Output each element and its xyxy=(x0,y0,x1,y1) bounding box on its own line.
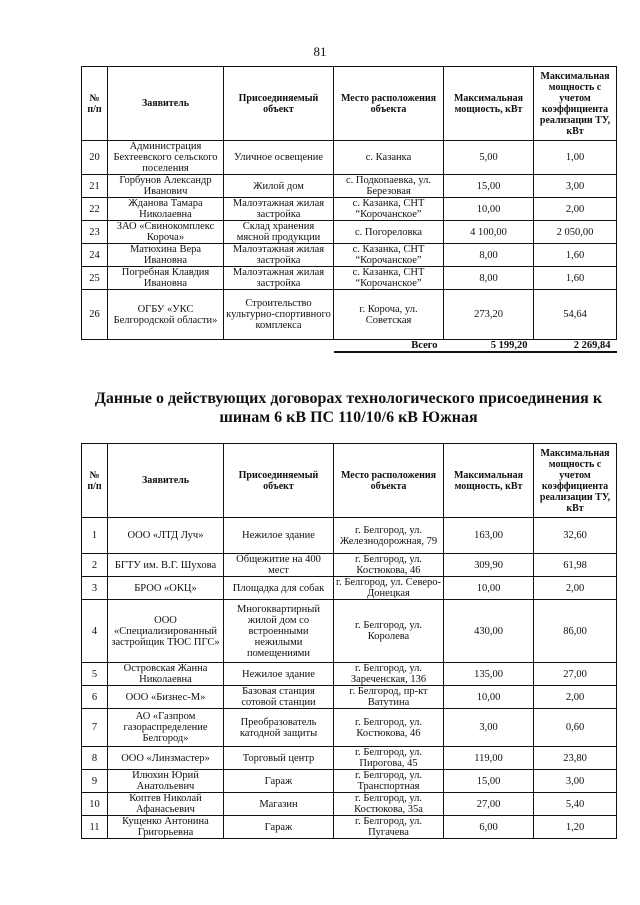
cell-row-number: 22 xyxy=(82,198,108,221)
table-row xyxy=(82,577,617,600)
header-max-power-tu: Максимальная мощность с учетом коэффициента реализации ТУ, кВт xyxy=(534,444,617,518)
cell-location: г. Белгород, ул. Пугачева xyxy=(334,816,444,839)
cell-applicant: Илюхин Юрий Анатольевич xyxy=(108,770,224,793)
table-row xyxy=(82,816,617,839)
cell-location: с. Казанка, СНТ “Корочанское” xyxy=(334,244,444,267)
cell-max-power-tu: 23,80 xyxy=(534,747,617,770)
cell-connected-object: Малоэтажная жилая застройка xyxy=(224,198,334,221)
cell-max-power: 10,00 xyxy=(444,577,534,600)
table-row xyxy=(82,554,617,577)
cell-location: г. Белгород, ул. Костюкова, 46 xyxy=(334,554,444,577)
cell-applicant: Погребная Клавдия Ивановна xyxy=(108,267,224,290)
cell-location: с. Казанка xyxy=(334,141,444,175)
cell-row-number: 2 xyxy=(82,554,108,577)
cell-max-power: 163,00 xyxy=(444,518,534,554)
cell-location: с. Казанка, СНТ “Корочанское” xyxy=(334,198,444,221)
cell-max-power-tu: 1,00 xyxy=(534,141,617,175)
cell-max-power: 27,00 xyxy=(444,793,534,816)
table-row xyxy=(82,709,617,747)
table-row xyxy=(82,290,617,340)
cell-max-power-tu: 86,00 xyxy=(534,600,617,663)
cell-location: г. Белгород, ул. Северо-Донецкая xyxy=(334,577,444,600)
header-number: № п/п xyxy=(82,67,108,141)
cell-location: г. Белгород, пр-кт Ватутина xyxy=(334,686,444,709)
header-applicant: Заявитель xyxy=(108,444,224,518)
cell-connected-object: Гараж xyxy=(224,770,334,793)
page-number: 81 xyxy=(313,44,327,59)
cell-row-number: 6 xyxy=(82,686,108,709)
cell-row-number: 23 xyxy=(82,221,108,244)
cell-row-number: 10 xyxy=(82,793,108,816)
header-max-power: Максимальная мощность, кВт xyxy=(444,67,534,141)
connection-table-1 xyxy=(81,66,617,353)
cell-row-number: 25 xyxy=(82,267,108,290)
cell-row-number: 8 xyxy=(82,747,108,770)
cell-connected-object: Гараж xyxy=(224,816,334,839)
header-number: № п/п xyxy=(82,444,108,518)
cell-connected-object: Малоэтажная жилая застройка xyxy=(224,267,334,290)
cell-max-power-tu: 2 050,00 xyxy=(534,221,617,244)
cell-max-power-tu: 5,40 xyxy=(534,793,617,816)
total-power: 5 199,20 xyxy=(444,340,534,353)
cell-max-power-tu: 0,60 xyxy=(534,709,617,747)
connection-table-2 xyxy=(81,443,617,839)
header-max-power-tu: Максимальная мощность с учетом коэффициента реализации ТУ, кВт xyxy=(534,67,617,141)
cell-max-power-tu: 27,00 xyxy=(534,663,617,686)
cell-applicant: ОГБУ «УКС Белгородской области» xyxy=(108,290,224,340)
table-row xyxy=(82,244,617,267)
header-object: Присоединяемый объект xyxy=(224,67,334,141)
header-object: Присоединяемый объект xyxy=(224,444,334,518)
cell-location: г. Белгород, ул. Зареченская, 136 xyxy=(334,663,444,686)
cell-connected-object: Базовая станция сотовой станции xyxy=(224,686,334,709)
cell-applicant: ООО «ЛТД Луч» xyxy=(108,518,224,554)
cell-max-power: 10,00 xyxy=(444,686,534,709)
cell-connected-object: Многоквартирный жилой дом со встроенными нежилыми помещениями xyxy=(224,600,334,663)
cell-connected-object: Общежитие на 400 мест xyxy=(224,554,334,577)
header-location: Место расположения объекта xyxy=(334,67,444,141)
cell-location: г. Белгород, ул. Железнодорожная, 79 xyxy=(334,518,444,554)
cell-applicant: АО «Газпром газораспределение Белгород» xyxy=(108,709,224,747)
cell-max-power-tu: 1,60 xyxy=(534,267,617,290)
cell-applicant: Островская Жанна Николаевна xyxy=(108,663,224,686)
cell-max-power: 119,00 xyxy=(444,747,534,770)
cell-applicant: ООО «Бизнес-М» xyxy=(108,686,224,709)
table-row xyxy=(82,770,617,793)
cell-applicant: ООО «Специализированный застройщик ТЮС ПГС» xyxy=(108,600,224,663)
cell-max-power: 10,00 xyxy=(444,198,534,221)
cell-location: г. Белгород, ул. Костюкова, 35а xyxy=(334,793,444,816)
cell-connected-object: Преобразователь катодной защиты xyxy=(224,709,334,747)
cell-max-power: 309,90 xyxy=(444,554,534,577)
cell-row-number: 5 xyxy=(82,663,108,686)
cell-max-power: 135,00 xyxy=(444,663,534,686)
cell-max-power-tu: 2,00 xyxy=(534,686,617,709)
cell-location: с. Погореловка xyxy=(334,221,444,244)
cell-max-power: 8,00 xyxy=(444,244,534,267)
cell-row-number: 20 xyxy=(82,141,108,175)
cell-max-power-tu: 2,00 xyxy=(534,577,617,600)
cell-max-power-tu: 54,64 xyxy=(534,290,617,340)
cell-connected-object: Торговый центр xyxy=(224,747,334,770)
cell-row-number: 9 xyxy=(82,770,108,793)
cell-location: г. Белгород, ул. Королева xyxy=(334,600,444,663)
cell-applicant: Коптев Николай Афанасьевич xyxy=(108,793,224,816)
cell-max-power-tu: 1,20 xyxy=(534,816,617,839)
cell-max-power: 6,00 xyxy=(444,816,534,839)
cell-max-power-tu: 2,00 xyxy=(534,198,617,221)
cell-connected-object: Склад хранения мясной продукции xyxy=(224,221,334,244)
cell-row-number: 3 xyxy=(82,577,108,600)
cell-applicant: Горбунов Александр Иванович xyxy=(108,175,224,198)
cell-applicant: Жданова Тамара Николаевна xyxy=(108,198,224,221)
cell-connected-object: Магазин xyxy=(224,793,334,816)
header-location: Место расположения объекта xyxy=(334,444,444,518)
cell-max-power: 5,00 xyxy=(444,141,534,175)
table-row xyxy=(82,518,617,554)
table-row xyxy=(82,793,617,816)
cell-applicant: Администрация Бехтеевского сельского поселения xyxy=(108,141,224,175)
cell-max-power: 15,00 xyxy=(444,770,534,793)
table-row xyxy=(82,663,617,686)
cell-connected-object: Строительство культурно-спортивного комплекса xyxy=(224,290,334,340)
cell-applicant: БРОО «ОКЦ» xyxy=(108,577,224,600)
table-row xyxy=(82,600,617,663)
cell-row-number: 4 xyxy=(82,600,108,663)
cell-applicant: Матюхина Вера Ивановна xyxy=(108,244,224,267)
table-row xyxy=(82,175,617,198)
table-row xyxy=(82,747,617,770)
table-row xyxy=(82,686,617,709)
cell-max-power-tu: 1,60 xyxy=(534,244,617,267)
cell-max-power: 4 100,00 xyxy=(444,221,534,244)
cell-max-power-tu: 32,60 xyxy=(534,518,617,554)
cell-location: г. Белгород, ул. Пирогова, 45 xyxy=(334,747,444,770)
cell-max-power: 8,00 xyxy=(444,267,534,290)
cell-max-power: 3,00 xyxy=(444,709,534,747)
cell-max-power-tu: 3,00 xyxy=(534,770,617,793)
table-row xyxy=(82,198,617,221)
cell-row-number: 24 xyxy=(82,244,108,267)
cell-max-power: 273,20 xyxy=(444,290,534,340)
cell-applicant: ЗАО «Свинокомплекс Короча» xyxy=(108,221,224,244)
cell-location: г. Короча, ул. Советская xyxy=(334,290,444,340)
cell-location: с. Казанка, СНТ “Корочанское” xyxy=(334,267,444,290)
cell-location: с. Подкопаевка, ул. Березовая xyxy=(334,175,444,198)
total-power-tu: 2 269,84 xyxy=(534,340,617,353)
cell-applicant: ООО «Линзмастер» xyxy=(108,747,224,770)
cell-connected-object: Площадка для собак xyxy=(224,577,334,600)
cell-applicant: Кущенко Антонина Григорьевна xyxy=(108,816,224,839)
total-label: Всего xyxy=(334,340,444,353)
cell-location: г. Белгород, ул. Костюкова, 46 xyxy=(334,709,444,747)
cell-max-power: 430,00 xyxy=(444,600,534,663)
cell-connected-object: Нежилое здание xyxy=(224,663,334,686)
table-row xyxy=(82,221,617,244)
cell-max-power-tu: 61,98 xyxy=(534,554,617,577)
cell-row-number: 26 xyxy=(82,290,108,340)
cell-row-number: 1 xyxy=(82,518,108,554)
header-applicant: Заявитель xyxy=(108,67,224,141)
cell-max-power-tu: 3,00 xyxy=(534,175,617,198)
cell-connected-object: Нежилое здание xyxy=(224,518,334,554)
cell-max-power: 15,00 xyxy=(444,175,534,198)
cell-row-number: 11 xyxy=(82,816,108,839)
cell-location: г. Белгород, ул. Транспортная xyxy=(334,770,444,793)
cell-applicant: БГТУ им. В.Г. Шухова xyxy=(108,554,224,577)
cell-row-number: 21 xyxy=(82,175,108,198)
cell-connected-object: Жилой дом xyxy=(224,175,334,198)
table-row xyxy=(82,141,617,175)
cell-row-number: 7 xyxy=(82,709,108,747)
table-row xyxy=(82,267,617,290)
cell-connected-object: Уличное освещение xyxy=(224,141,334,175)
section-title: Данные о действующих договорах технологического присоединения к шинам 6 кВ ПС 110/10/6 кВ Южная xyxy=(94,390,603,426)
cell-connected-object: Малоэтажная жилая застройка xyxy=(224,244,334,267)
header-max-power: Максимальная мощность, кВт xyxy=(444,444,534,518)
